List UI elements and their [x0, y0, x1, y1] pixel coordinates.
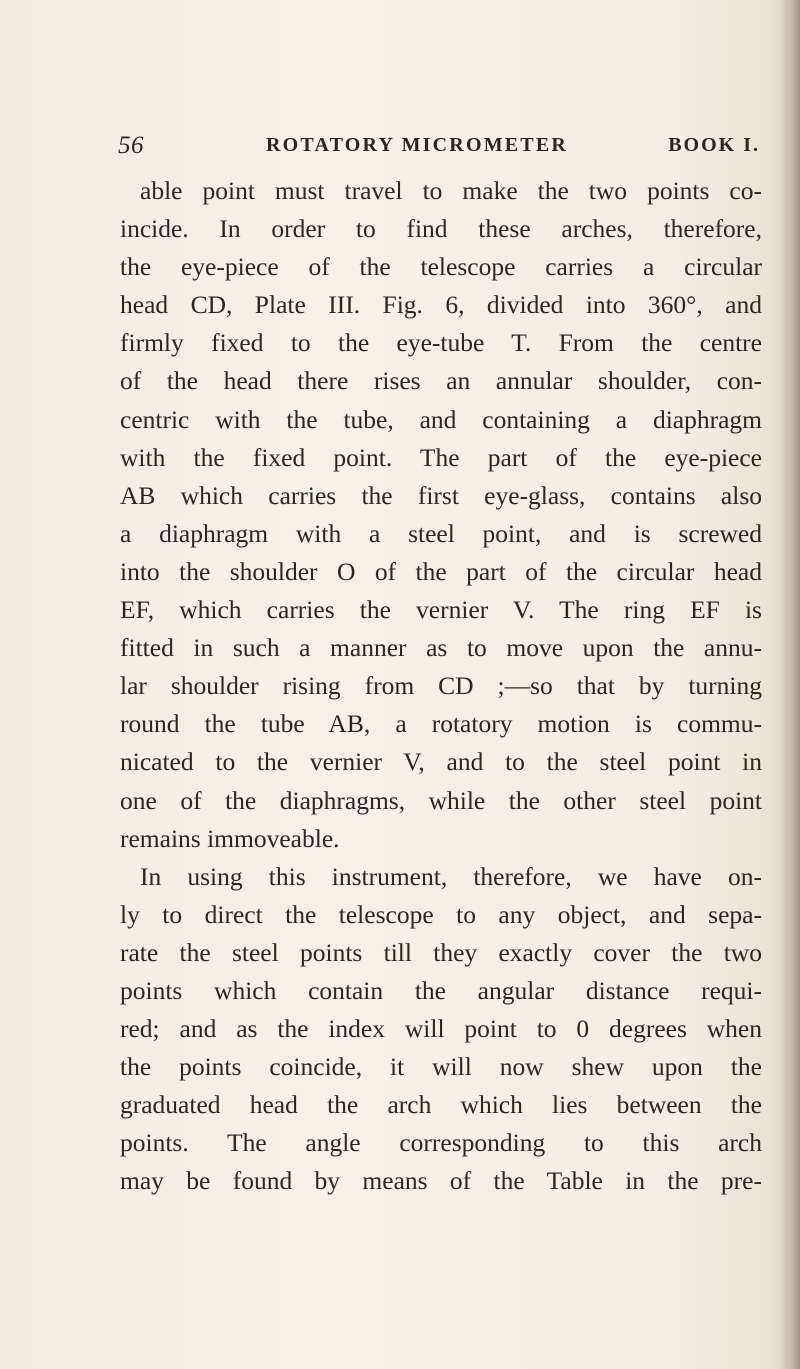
text-line: into the shoulder O of the part of the circular head [120, 556, 762, 586]
text-line: may be found by means of the Table in the pre- [120, 1166, 762, 1196]
text-line: with the fixed point. The part of the eye-piece [120, 442, 762, 472]
text-line: AB which carries the first eye-glass, contains also [120, 480, 762, 510]
text-line: points which contain the angular distance requi- [120, 975, 762, 1005]
text-line: the points coincide, it will now shew upon the [120, 1052, 762, 1082]
text-line: round the tube AB, a rotatory motion is commu- [120, 709, 762, 739]
text-line: head CD, Plate III. Fig. 6, divided into 360°, and [120, 290, 762, 320]
text-line: points. The angle corresponding to this arch [120, 1128, 762, 1158]
text-line: the eye-piece of the telescope carries a circular [120, 252, 762, 282]
text-line: EF, which carries the vernier V. The ring EF is [120, 595, 762, 625]
text-line: a diaphragm with a steel point, and is screwed [120, 518, 762, 548]
text-line: fitted in such a manner as to move upon the annu- [120, 633, 762, 663]
text-line: able point must travel to make the two points co- [140, 176, 762, 205]
text-line: centric with the tube, and containing a diaphragm [120, 404, 762, 434]
text-line: of the head there rises an annular shoulder, con- [120, 366, 762, 396]
text-line: graduated head the arch which lies between the [120, 1090, 762, 1120]
text-line: In using this instrument, therefore, we have on- [140, 861, 762, 891]
text-line: lar shoulder rising from CD ;—so that by turning [120, 671, 762, 701]
text-line: red; and as the index will point to 0 degrees when [120, 1014, 762, 1044]
page-header [118, 132, 760, 164]
text-line: incide. In order to find these arches, therefore, [120, 214, 762, 244]
text-line: ly to direct the telescope to any object, and sepa- [120, 899, 762, 929]
body-text [120, 172, 762, 1201]
text-line: one of the diaphragms, while the other steel point [120, 785, 762, 815]
page-edge-shadow [778, 0, 800, 1369]
page-number: 56 [118, 132, 144, 159]
book-label: BOOK I. [668, 134, 760, 156]
text-line: remains immoveable. [120, 823, 340, 853]
text-line: rate the steel points till they exactly cover the two [120, 937, 762, 967]
text-line: nicated to the vernier V, and to the steel point in [120, 747, 762, 777]
text-line: firmly fixed to the eye-tube T. From the centre [120, 328, 762, 358]
running-title: ROTATORY MICROMETER [266, 134, 569, 156]
